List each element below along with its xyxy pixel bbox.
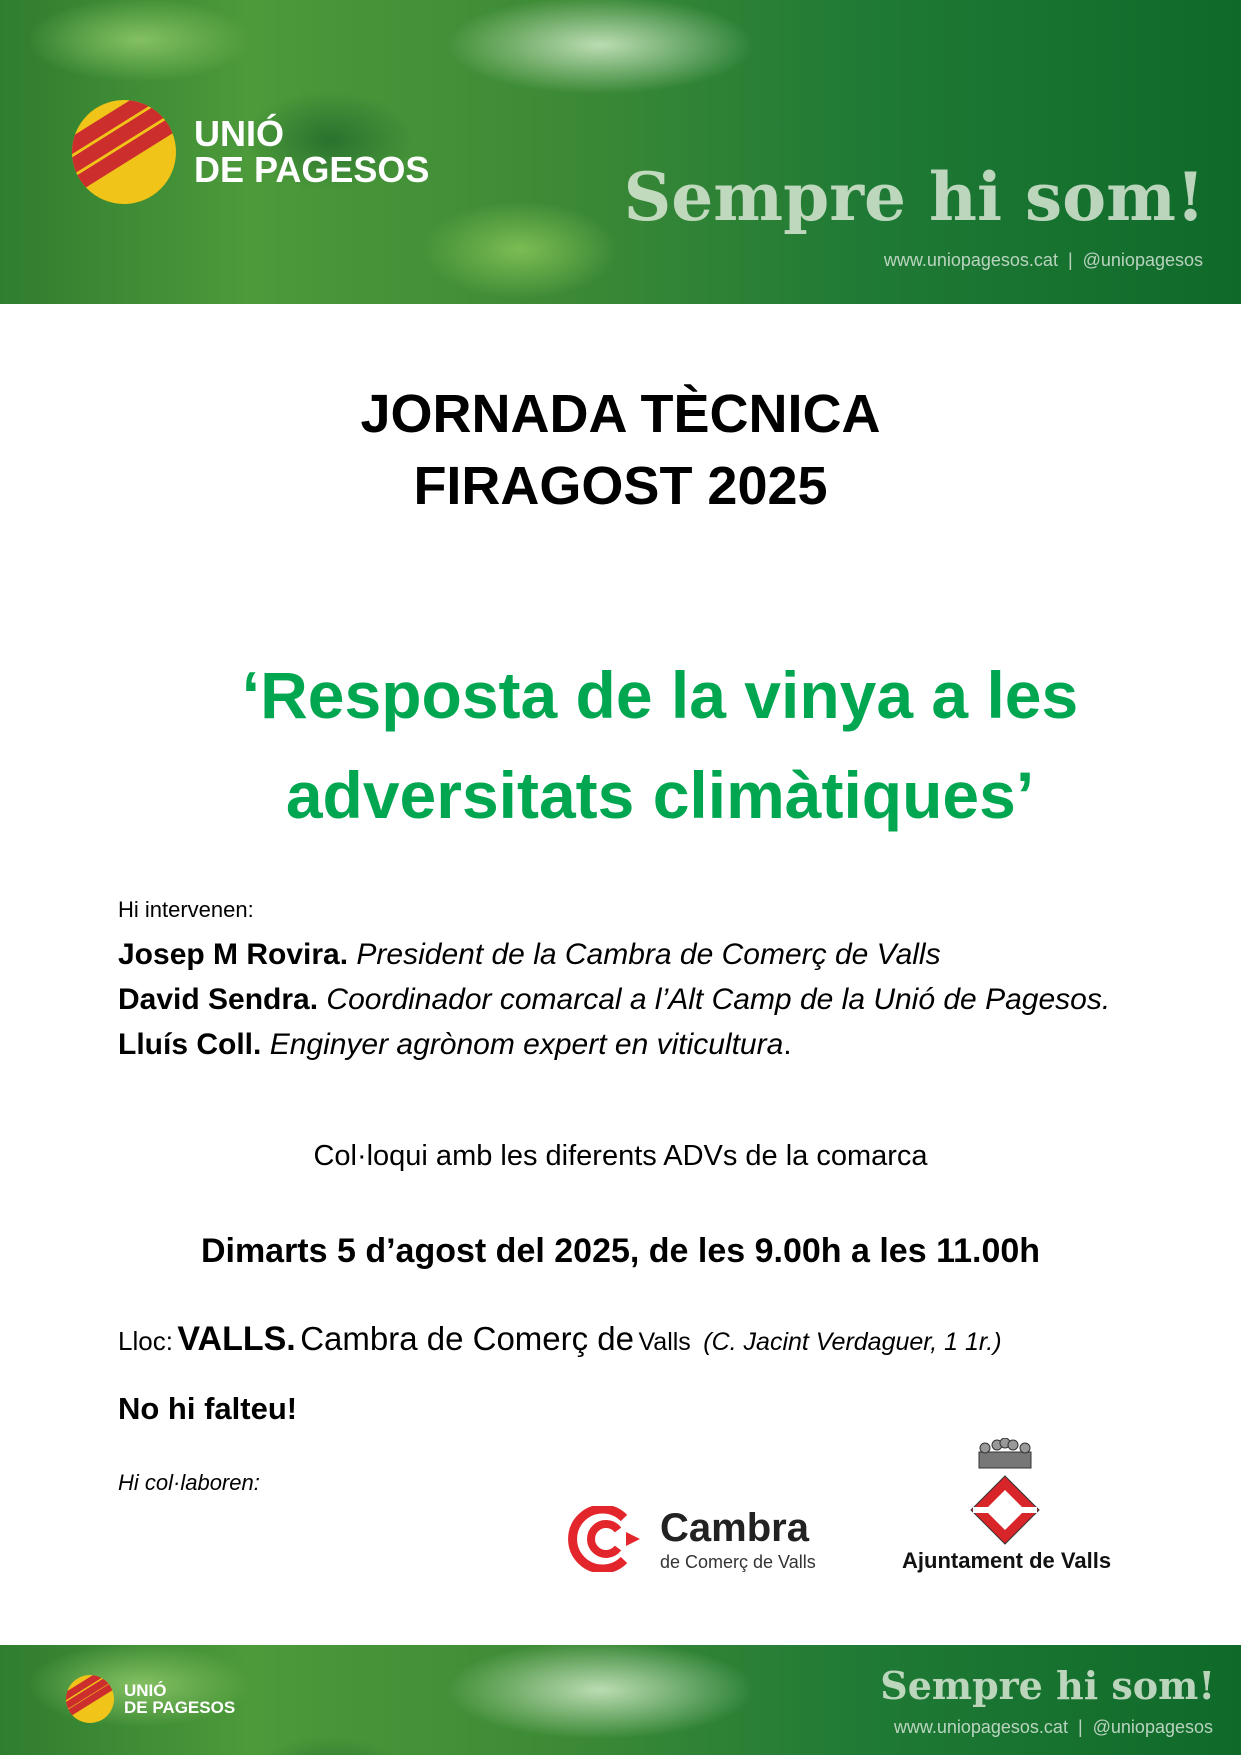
title-line-1: JORNADA TÈCNICA xyxy=(360,384,881,444)
speaker-name: Josep M Rovira. xyxy=(118,938,349,971)
place-venue: Cambra de Comerç de xyxy=(300,1320,635,1357)
logo-text-line1: UNIÓ xyxy=(194,113,284,154)
speaker-name: David Sendra. xyxy=(118,983,319,1016)
cambra-name: Cambra xyxy=(660,1506,809,1550)
speaker-item xyxy=(118,977,1123,1022)
place-address: (C. Jacint Verdaguer, 1 1r.) xyxy=(703,1328,1002,1356)
cambra-logo-icon xyxy=(566,1506,648,1572)
ajuntament-logo xyxy=(880,1438,1130,1574)
cambra-logo xyxy=(566,1506,846,1572)
place-city: VALLS. xyxy=(177,1320,296,1358)
speaker-role-period: . xyxy=(783,1028,792,1061)
footer-banner xyxy=(0,1645,1241,1755)
footer-logo-text-line2: DE PAGESOS xyxy=(124,1698,236,1717)
speaker-item xyxy=(118,1022,1123,1067)
header-banner xyxy=(0,0,1241,304)
speakers-label: Hi intervenen: xyxy=(118,897,254,922)
speaker-name: Lluís Coll. xyxy=(118,1028,262,1061)
cambra-subtitle: de Comerç de Valls xyxy=(660,1552,816,1572)
separator: | xyxy=(1067,250,1073,270)
footer-social-handle[interactable]: @uniopagesos xyxy=(1092,1717,1213,1737)
footer-slogan: Sempre hi som! xyxy=(880,1663,1215,1708)
closing-text: No hi falteu! xyxy=(118,1391,298,1426)
footer-unio-pagesos-logo-icon xyxy=(66,1675,114,1723)
event-date: Dimarts 5 d’agost del 2025, de les 9.00h a les 11.00h xyxy=(200,1232,1041,1270)
footer-logo-text-line1: UNIÓ xyxy=(124,1681,167,1700)
speaker-role: Coordinador comarcal a l’Alt Camp de la Unió de Pagesos. xyxy=(326,983,1111,1016)
event-place xyxy=(118,1320,1123,1359)
footer-separator: | xyxy=(1077,1717,1083,1737)
unio-pagesos-logo xyxy=(72,100,429,204)
event-subtitle xyxy=(150,645,1170,845)
footer-website-link[interactable]: www.uniopagesos.cat xyxy=(893,1717,1068,1737)
speaker-role: President de la Cambra de Comerç de Valls xyxy=(356,938,941,971)
website-link[interactable]: www.uniopagesos.cat xyxy=(883,250,1058,270)
ajuntament-name: Ajuntament de Valls xyxy=(902,1548,1112,1573)
footer-contact-line xyxy=(894,1717,1213,1738)
speaker-item xyxy=(118,932,1123,977)
event-title xyxy=(0,378,1241,522)
collaborators-label: Hi col·laboren: xyxy=(118,1470,260,1495)
logo-text-line2: DE PAGESOS xyxy=(194,149,430,190)
place-label: Lloc: xyxy=(118,1326,173,1356)
place-town: Valls xyxy=(638,1328,691,1356)
slogan: Sempre hi som! xyxy=(623,158,1205,236)
footer-unio-pagesos-logo xyxy=(66,1675,235,1723)
contact-line xyxy=(884,250,1203,271)
colloquium-text: Col·loqui amb les diferents ADVs de la comarca xyxy=(313,1140,928,1172)
social-handle[interactable]: @uniopagesos xyxy=(1082,250,1203,270)
unio-pagesos-logo-icon xyxy=(72,100,176,204)
subtitle-line-1: ‘Resposta de la vinya a les xyxy=(241,658,1079,732)
speaker-role: Enginyer agrònom expert en viticultura xyxy=(269,1028,784,1061)
title-line-2: FIRAGOST 2025 xyxy=(413,456,828,516)
coat-of-arms-icon xyxy=(965,1438,1045,1548)
speaker-list xyxy=(118,932,1123,1067)
subtitle-line-2: adversitats climàtiques’ xyxy=(285,758,1035,832)
